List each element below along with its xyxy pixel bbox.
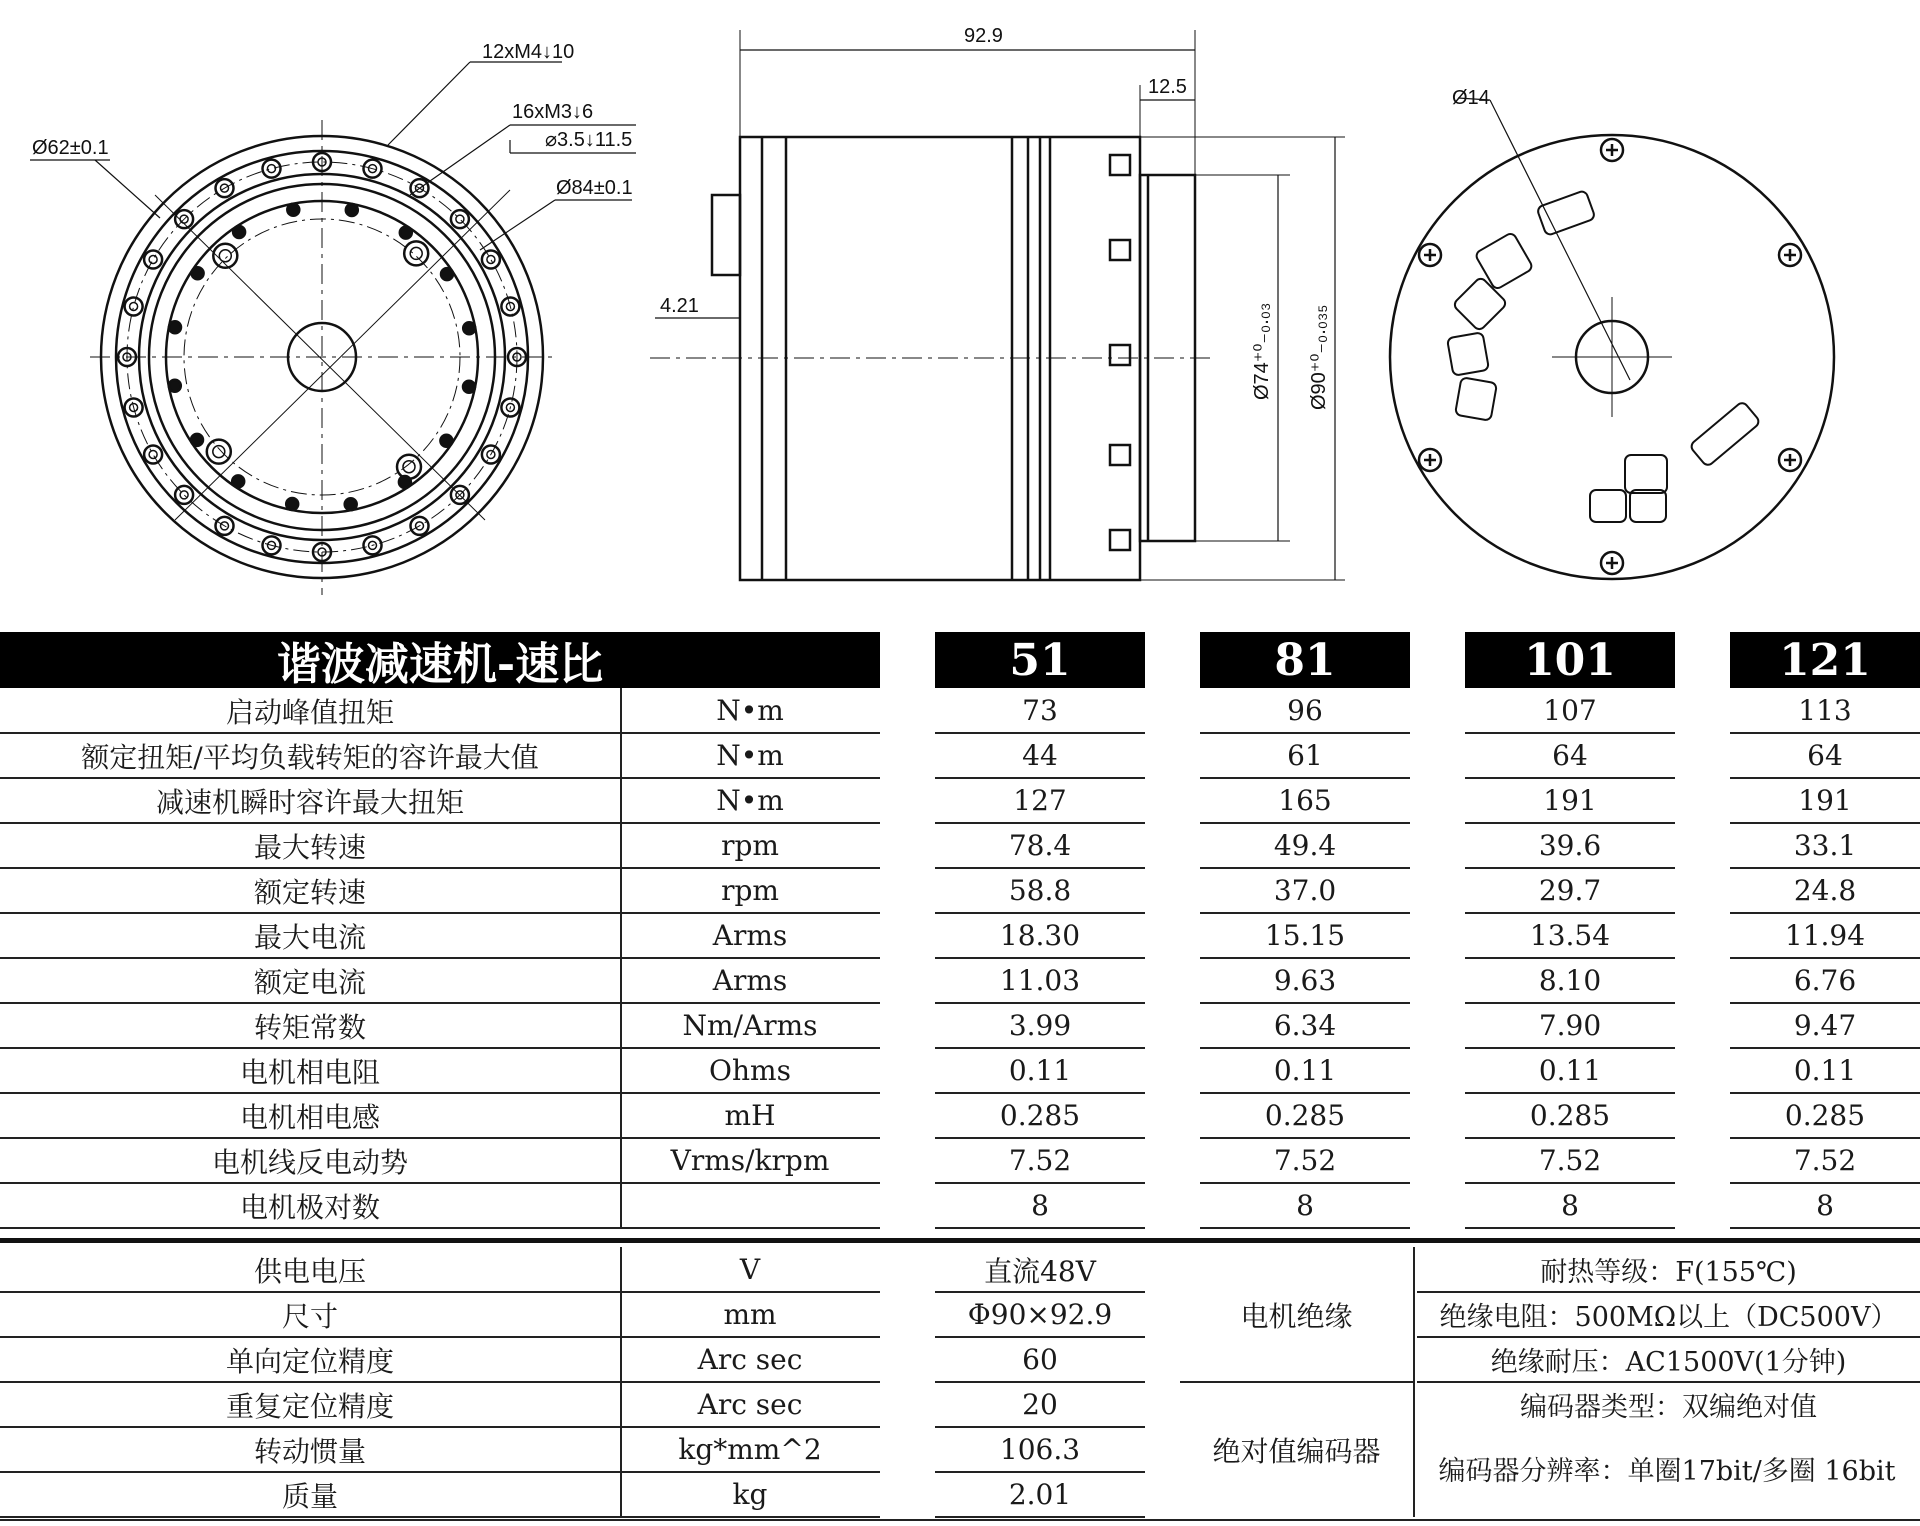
spec-value-cell: 8.10 <box>1538 964 1602 997</box>
spec-value-cell: 0.285 <box>1264 1099 1346 1132</box>
general-row-unit: Arc sec <box>697 1388 803 1421</box>
spec-value-cell: 39.6 <box>1538 829 1602 862</box>
spec-value-cell: 7.52 <box>1273 1144 1337 1177</box>
row-divider <box>935 1227 1145 1229</box>
spec-row-name: 电机线反电动势 <box>211 1145 408 1179</box>
side-label-length: 92.9 <box>964 25 1003 47</box>
spec-row-unit: Arms <box>712 964 788 997</box>
row-divider <box>0 1227 880 1229</box>
spec-row-unit: Arms <box>712 919 788 952</box>
row-divider <box>935 1516 1145 1518</box>
front-label-m3: 16xM3↓6 <box>512 101 594 123</box>
side-label-offset: 4.21 <box>660 295 699 317</box>
encoder-type: 编码器类型：双编绝对值 <box>1520 1392 1817 1423</box>
spec-row-name: 最大电流 <box>253 920 366 954</box>
spec-value-cell: 49.4 <box>1273 829 1337 862</box>
general-row-name: 尺寸 <box>281 1299 338 1333</box>
spec-value-cell: 0.11 <box>1273 1054 1337 1087</box>
spec-row-name: 额定电流 <box>253 965 366 999</box>
column-divider <box>620 688 622 1228</box>
side-label-d74: Ø74⁺⁰₋₀.₀₃ <box>1251 302 1273 400</box>
spec-row-unit: rpm <box>721 829 779 862</box>
column-divider <box>1413 1247 1415 1517</box>
front-label-d84: Ø84±0.1 <box>556 177 633 199</box>
row-divider <box>1465 1227 1675 1229</box>
spec-row-name: 减速机瞬时容许最大扭矩 <box>155 785 464 819</box>
spec-value-cell: 6.34 <box>1273 1009 1337 1042</box>
ratio-header-0: 51 <box>935 632 1145 688</box>
spec-row-unit: N•m <box>716 694 784 727</box>
general-row-value: 2.01 <box>1008 1478 1072 1511</box>
spec-value-cell: 58.8 <box>1008 874 1072 907</box>
spec-value-cell: 107 <box>1543 694 1597 727</box>
spec-row-name: 电机极对数 <box>239 1190 380 1224</box>
row-divider <box>0 1516 880 1518</box>
spec-value-cell: 0.285 <box>999 1099 1081 1132</box>
spec-value-cell: 18.30 <box>999 919 1081 952</box>
general-row-value: 106.3 <box>999 1433 1081 1466</box>
spec-row-unit: N•m <box>716 784 784 817</box>
row-divider <box>1200 1227 1410 1229</box>
spec-value-cell: 7.90 <box>1538 1009 1602 1042</box>
spec-value-cell: 64 <box>1552 739 1588 772</box>
spec-row-name: 转矩常数 <box>253 1010 366 1044</box>
encoder-resolution: 编码器分辨率：单圈17bit/多圈 16bit <box>1438 1456 1896 1487</box>
general-row-name: 单向定位精度 <box>225 1344 394 1378</box>
side-label-flange: 12.5 <box>1148 76 1187 98</box>
spec-row-unit: Ohms <box>709 1054 791 1087</box>
general-row-name: 重复定位精度 <box>225 1389 394 1423</box>
spec-value-cell: 73 <box>1022 694 1058 727</box>
back-label-d14: Ø14 <box>1452 87 1490 109</box>
spec-value-cell: 8 <box>1031 1189 1049 1222</box>
spec-value-cell: 127 <box>1013 784 1067 817</box>
general-row-unit: kg*mm^2 <box>678 1433 822 1466</box>
general-row-value: 直流48V <box>984 1254 1096 1288</box>
spec-value-cell: 15.15 <box>1264 919 1346 952</box>
spec-value-cell: 64 <box>1807 739 1843 772</box>
spec-value-cell: 29.7 <box>1538 874 1602 907</box>
spec-row-name: 启动峰值扭矩 <box>225 695 394 729</box>
spec-value-cell: 191 <box>1798 784 1852 817</box>
front-label-m4: 12xM4↓10 <box>482 41 575 63</box>
spec-row-unit: Nm/Arms <box>682 1009 818 1042</box>
spec-row-unit: rpm <box>721 874 779 907</box>
spec-value-cell: 6.76 <box>1793 964 1857 997</box>
spec-value-cell: 11.03 <box>999 964 1081 997</box>
general-row-unit: Arc sec <box>697 1343 803 1376</box>
spec-value-cell: 11.94 <box>1784 919 1866 952</box>
spec-value-cell: 7.52 <box>1793 1144 1857 1177</box>
insulation-line: 耐热等级：F(155℃) <box>1540 1257 1797 1288</box>
front-label-d62: Ø62±0.1 <box>32 137 109 159</box>
spec-value-cell: 9.47 <box>1793 1009 1857 1042</box>
side-label-d90: Ø90⁺⁰₋₀.₀₃₅ <box>1308 304 1330 410</box>
general-row-name: 质量 <box>281 1479 338 1513</box>
spec-row-name: 额定扭矩/平均负载转矩的容许最大值 <box>81 740 539 774</box>
spec-value-cell: 24.8 <box>1793 874 1857 907</box>
spec-row-unit: Vrms/krpm <box>670 1144 830 1177</box>
ratio-header-1: 81 <box>1200 632 1410 688</box>
spec-row-name: 电机相电阻 <box>239 1055 380 1089</box>
ratio-header-3: 121 <box>1730 632 1920 688</box>
general-row-unit: kg <box>732 1478 768 1511</box>
spec-value-cell: 3.99 <box>1008 1009 1072 1042</box>
column-divider <box>620 1247 622 1517</box>
spec-value-cell: 113 <box>1798 694 1852 727</box>
spec-value-cell: 7.52 <box>1008 1144 1072 1177</box>
ratio-title-header: 谐波减速机-速比 <box>0 632 880 688</box>
general-row-name: 供电电压 <box>253 1254 366 1288</box>
general-row-value: Φ90×92.9 <box>967 1298 1113 1331</box>
insulation-line: 绝缘电阻：500MΩ以上（DC500V） <box>1439 1302 1898 1333</box>
spec-value-cell: 37.0 <box>1273 874 1337 907</box>
general-row-unit: mm <box>723 1298 777 1331</box>
spec-value-cell: 191 <box>1543 784 1597 817</box>
spec-row-unit <box>620 1183 880 1228</box>
spec-value-cell: 78.4 <box>1008 829 1072 862</box>
spec-value-cell: 0.11 <box>1793 1054 1857 1087</box>
spec-value-cell: 165 <box>1278 784 1332 817</box>
spec-value-cell: 33.1 <box>1793 829 1857 862</box>
spec-value-cell: 0.285 <box>1529 1099 1611 1132</box>
spec-row-name: 最大转速 <box>253 830 366 864</box>
spec-value-cell: 8 <box>1296 1189 1314 1222</box>
general-row-name: 转动惯量 <box>253 1434 366 1468</box>
insulation-label: 电机绝缘 <box>1240 1299 1353 1333</box>
ratio-header-2: 101 <box>1465 632 1675 688</box>
general-row-value: 20 <box>1022 1388 1058 1421</box>
spec-value-cell: 96 <box>1287 694 1323 727</box>
spec-value-cell: 7.52 <box>1538 1144 1602 1177</box>
table-bottom-border <box>0 1519 1920 1521</box>
spec-value-cell: 8 <box>1561 1189 1579 1222</box>
spec-row-name: 电机相电感 <box>239 1100 380 1134</box>
spec-value-cell: 0.285 <box>1784 1099 1866 1132</box>
spec-row-unit: N•m <box>716 739 784 772</box>
general-row-unit: V <box>739 1253 761 1286</box>
spec-value-cell: 9.63 <box>1273 964 1337 997</box>
spec-row-unit: mH <box>724 1099 776 1132</box>
row-divider <box>1730 1227 1920 1229</box>
front-label-cbore: ⌀3.5↓11.5 <box>545 129 633 151</box>
encoder-label: 绝对值编码器 <box>1212 1434 1381 1468</box>
spec-row-name: 额定转速 <box>253 875 366 909</box>
spec-value-cell: 8 <box>1816 1189 1834 1222</box>
spec-value-cell: 0.11 <box>1538 1054 1602 1087</box>
spec-value-cell: 44 <box>1022 739 1058 772</box>
insulation-line: 绝缘耐压：AC1500V(1分钟) <box>1490 1347 1847 1378</box>
spec-value-cell: 0.11 <box>1008 1054 1072 1087</box>
spec-value-cell: 13.54 <box>1529 919 1611 952</box>
spec-value-cell: 61 <box>1287 739 1323 772</box>
section-divider <box>0 1238 1920 1243</box>
general-row-value: 60 <box>1022 1343 1058 1376</box>
